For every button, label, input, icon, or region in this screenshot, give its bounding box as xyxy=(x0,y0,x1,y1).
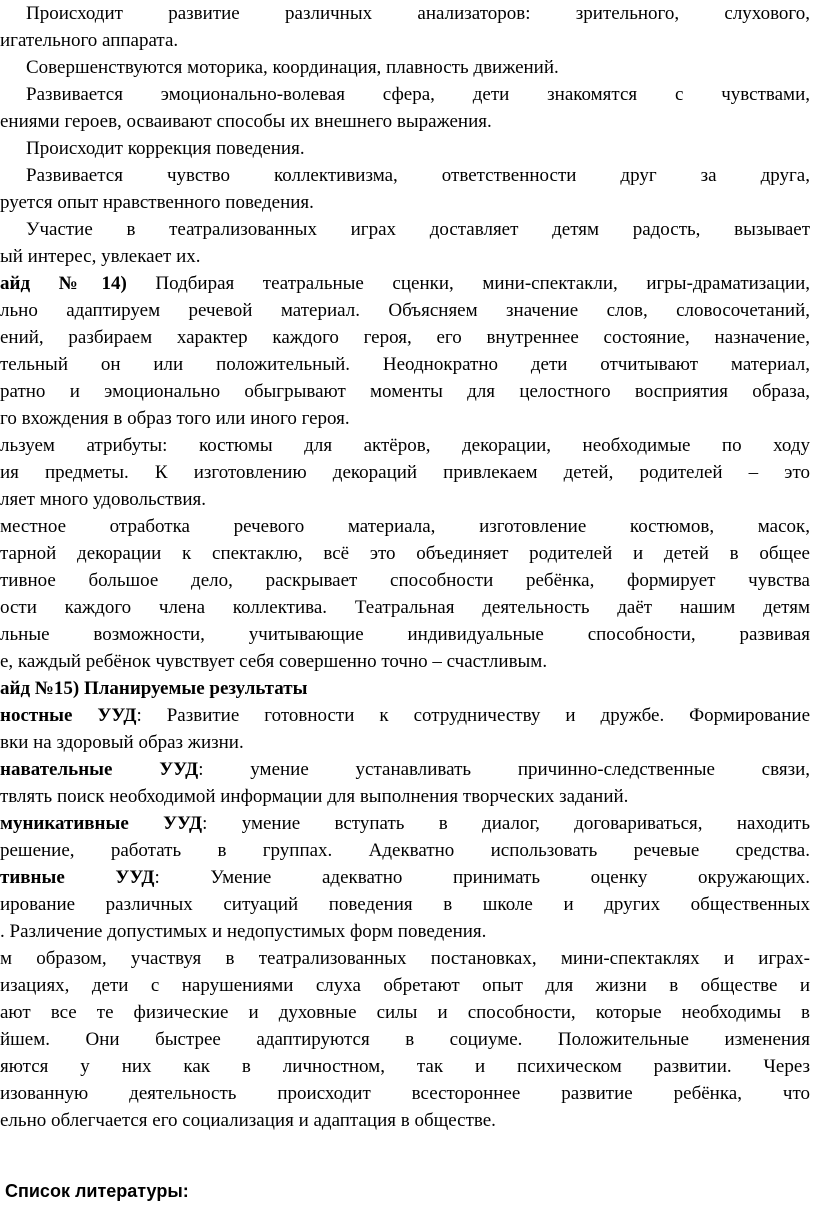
text-line: навательные УУД: умение устанавливать причинно-следственные связи, xyxy=(0,759,810,780)
text-line: ляет много удовольствия. xyxy=(0,489,207,510)
text-line: Развивается эмоционально-волевая сфера, дети знакомятся с чувствами, xyxy=(26,84,810,105)
text-line: тивное большое дело, раскрывает способности ребёнка, формирует чувства xyxy=(0,570,810,591)
text-line: Совершенствуются моторика, координация, плавность движений. xyxy=(26,57,559,78)
text-line: . Различение допустимых и недопустимых форм поведения. xyxy=(0,921,487,942)
text-line: тельный он или положительный. Неоднократно дети отчитывают материал, xyxy=(0,354,810,375)
text-line: тивные УУД: Умение адекватно принимать оценку окружающих. xyxy=(0,867,810,888)
text-line: го вхождения в образ того или иного героя. xyxy=(0,408,350,429)
text-line: изациях, дети с нарушениями слуха обретают опыт для жизни в обществе и xyxy=(0,975,810,996)
text-line: ратно и эмоционально обыгрывают моменты для целостного восприятия образа, xyxy=(0,381,810,402)
text-line: тарной декорации к спектаклю, всё это объединяет родителей и детей в общее xyxy=(0,543,810,564)
text-line: муникативные УУД: умение вступать в диалог, договариваться, находить xyxy=(0,813,810,834)
text-line: местное отработка речевого материала, изготовление костюмов, масок, xyxy=(0,516,810,537)
text-line: ностные УУД: Развитие готовности к сотрудничеству и дружбе. Формирование xyxy=(0,705,810,726)
text-line: ениями героев, осваивают способы их внешнего выражения. xyxy=(0,111,492,132)
text-line: льно адаптируем речевой материал. Объясняем значение слов, словосочетаний, xyxy=(0,300,810,321)
text-line: яются у них как в личностном, так и психическом развитии. Через xyxy=(0,1056,810,1077)
text-line: ости каждого члена коллектива. Театральная деятельность даёт нашим детям xyxy=(0,597,810,618)
text-line: твлять поиск необходимой информации для выполнения творческих заданий. xyxy=(0,786,629,807)
text-line: изованную деятельность происходит всестороннее развитие ребёнка, что xyxy=(0,1083,810,1104)
text-line: игательного аппарата. xyxy=(0,30,179,51)
text-line: йшем. Они быстрее адаптируются в социуме. Положительные изменения xyxy=(0,1029,810,1050)
uud-label: навательные УУД xyxy=(0,759,199,780)
text-line: ия предметы. К изготовлению декораций привлекаем детей, родителей – это xyxy=(0,462,810,483)
text-line: Развивается чувство коллективизма, ответственности друг за друга, xyxy=(26,165,810,186)
text-line: Участие в театрализованных играх доставляет детям радость, вызывает xyxy=(26,219,810,240)
text-line: айд №14) Подбирая театральные сценки, мини-спектакли, игры-драматизации, xyxy=(0,273,810,294)
uud-label: тивные УУД xyxy=(0,867,155,888)
text-line: льзуем атрибуты: костюмы для актёров, декорации, необходимые по ходу xyxy=(0,435,810,456)
text-line: Происходит развитие различных анализаторов: зрительного, слухового, xyxy=(26,3,810,24)
slide-label: айд №14) xyxy=(0,273,127,294)
text-line: е, каждый ребёнок чувствует себя совершенно точно – счастливым. xyxy=(0,651,548,672)
text-line: Происходит коррекция поведения. xyxy=(26,138,305,159)
text-line: руется опыт нравственного поведения. xyxy=(0,192,314,213)
text-line: ирование различных ситуаций поведения в школе и других общественных xyxy=(0,894,810,915)
bibliography-heading: Список литературы: xyxy=(5,1181,189,1201)
uud-label: муникативные УУД xyxy=(0,813,203,834)
text-line: ый интерес, увлекает их. xyxy=(0,246,201,267)
text-line: ельно облегчается его социализация и адаптация в обществе. xyxy=(0,1110,496,1131)
text-line: ений, разбираем характер каждого героя, его внутреннее состояние, назначение, xyxy=(0,327,810,348)
text-line: вки на здоровый образ жизни. xyxy=(0,732,244,753)
text-line: льные возможности, учитывающие индивидуальные способности, развивая xyxy=(0,624,810,645)
text-line: м образом, участвуя в театрализованных постановках, мини-спектаклях и играх- xyxy=(0,948,810,969)
uud-label: ностные УУД xyxy=(0,705,137,726)
text-line: решение, работать в группах. Адекватно использовать речевые средства. xyxy=(0,840,810,861)
section-heading: айд №15) Планируемые результаты xyxy=(0,678,308,699)
text-line: ают все те физические и духовные силы и способности, которые необходимы в xyxy=(0,1002,810,1023)
